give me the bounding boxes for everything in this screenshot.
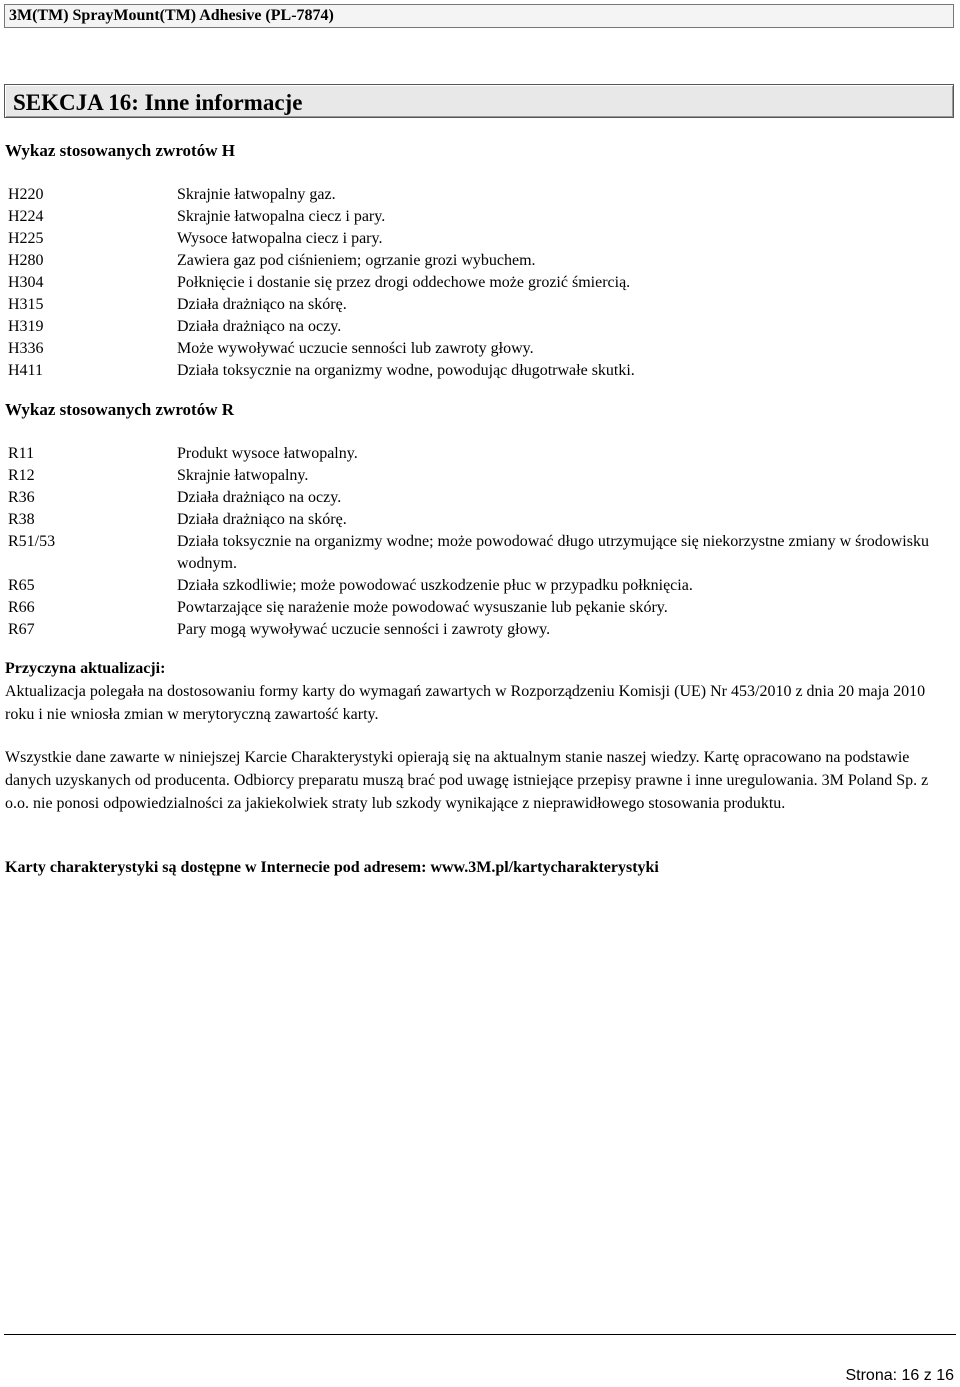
h-statement-row	[8, 338, 938, 360]
r-phrases-list	[8, 443, 938, 641]
statement-code: H336	[8, 340, 44, 357]
section-header	[4, 84, 954, 118]
h-statement-row	[8, 184, 938, 206]
statement-code: H411	[8, 362, 43, 379]
r-phrase-row	[8, 487, 938, 509]
availability-text: Karty charakterystyki są dostępne w Internecie pod adresem: www.3M.pl/kartycharakterystyki	[5, 859, 659, 876]
statement-text: Działa drażniąco na oczy.	[177, 489, 342, 506]
r-phrase-row	[8, 443, 938, 465]
document-title: 3M(TM) SprayMount(TM) Adhesive (PL-7874)	[9, 7, 334, 24]
statement-code: R36	[8, 489, 35, 506]
statement-text: Działa szkodliwie; może powodować uszkodzenie płuc w przypadku połknięcia.	[177, 577, 693, 594]
statement-code: H225	[8, 230, 44, 247]
statement-text: Działa drażniąco na skórę.	[177, 296, 347, 313]
statement-code: H280	[8, 252, 44, 269]
statement-text: Połknięcie i dostanie się przez drogi oddechowe może grozić śmiercią.	[177, 274, 631, 291]
statement-code: R11	[8, 445, 35, 462]
statement-text: Skrajnie łatwopalny gaz.	[177, 186, 336, 203]
r-phrase-row	[8, 597, 938, 619]
h-statement-row	[8, 272, 938, 294]
page-number: Strona: 16 z 16	[845, 1367, 954, 1384]
h-statements-list	[8, 184, 938, 382]
statement-code: H220	[8, 186, 44, 203]
revision-block	[5, 657, 947, 726]
h-statements-heading: Wykaz stosowanych zwrotów H	[5, 141, 235, 160]
statement-code: H319	[8, 318, 44, 335]
statement-text: Zawiera gaz pod ciśnieniem; ogrzanie grozi wybuchem.	[177, 252, 536, 269]
statement-text: Produkt wysoce łatwopalny.	[177, 445, 358, 462]
statement-text: Działa toksycznie na organizmy wodne; może powodować długo utrzymujące się niekorzystne zmiany w środowisku wodnym.	[177, 533, 929, 572]
r-phrases-heading: Wykaz stosowanych zwrotów R	[5, 400, 235, 419]
h-statement-row	[8, 206, 938, 228]
r-phrase-row	[8, 531, 938, 575]
statement-code: R67	[8, 621, 35, 638]
footer-divider	[4, 1334, 956, 1335]
statement-code: R66	[8, 599, 35, 616]
section-title: SEKCJA 16: Inne informacje	[13, 90, 303, 115]
statement-code: H224	[8, 208, 44, 225]
statement-text: Powtarzające się narażenie może powodować wysuszanie lub pękanie skóry.	[177, 599, 668, 616]
statement-text: Wysoce łatwopalna ciecz i pary.	[177, 230, 383, 247]
statement-code: H304	[8, 274, 44, 291]
r-phrase-row	[8, 619, 938, 641]
h-statement-row	[8, 316, 938, 338]
statement-text: Skrajnie łatwopalna ciecz i pary.	[177, 208, 386, 225]
statement-code: H315	[8, 296, 44, 313]
r-phrase-row	[8, 509, 938, 531]
statement-code: R65	[8, 577, 35, 594]
statement-text: Działa drażniąco na oczy.	[177, 318, 342, 335]
h-statement-row	[8, 228, 938, 250]
h-statement-row	[8, 250, 938, 272]
h-statement-row	[8, 360, 938, 382]
r-phrase-row	[8, 575, 938, 597]
h-statement-row	[8, 294, 938, 316]
statement-code: R38	[8, 511, 35, 528]
statement-code: R12	[8, 467, 35, 484]
statement-text: Skrajnie łatwopalny.	[177, 467, 309, 484]
document-header	[4, 4, 954, 28]
r-phrase-row	[8, 465, 938, 487]
revision-text: Aktualizacja polegała na dostosowaniu formy karty do wymagań zawartych w Rozporządzeniu Komisji (UE) Nr 453/2010 z dnia 20 maja 2010 roku i nie wniosła zmian w merytoryczną zawartość karty.	[5, 683, 926, 723]
statement-text: Działa drażniąco na skórę.	[177, 511, 347, 528]
statement-code: R51/53	[8, 533, 56, 550]
statement-text: Działa toksycznie na organizmy wodne, powodując długotrwałe skutki.	[177, 362, 635, 379]
disclaimer-text: Wszystkie dane zawarte w niniejszej Karcie Charakterystyki opierają się na aktualnym stanie naszej wiedzy. Kartę opracowano na podstawie danych uzyskanych od producenta. Odbiorcy preparatu muszą brać pod uwagę istniejące przepisy prawne i inne uregulowania. 3M Poland Sp. z o.o. nie ponosi odpowiedzialności za jakiekolwiek straty lub szkody wynikające z nieprawidłowego stosowania produktu.	[5, 749, 929, 812]
statement-text: Pary mogą wywoływać uczucie senności i zawroty głowy.	[177, 621, 551, 638]
statement-text: Może wywoływać uczucie senności lub zawroty głowy.	[177, 340, 534, 357]
revision-label: Przyczyna aktualizacji:	[5, 660, 166, 677]
